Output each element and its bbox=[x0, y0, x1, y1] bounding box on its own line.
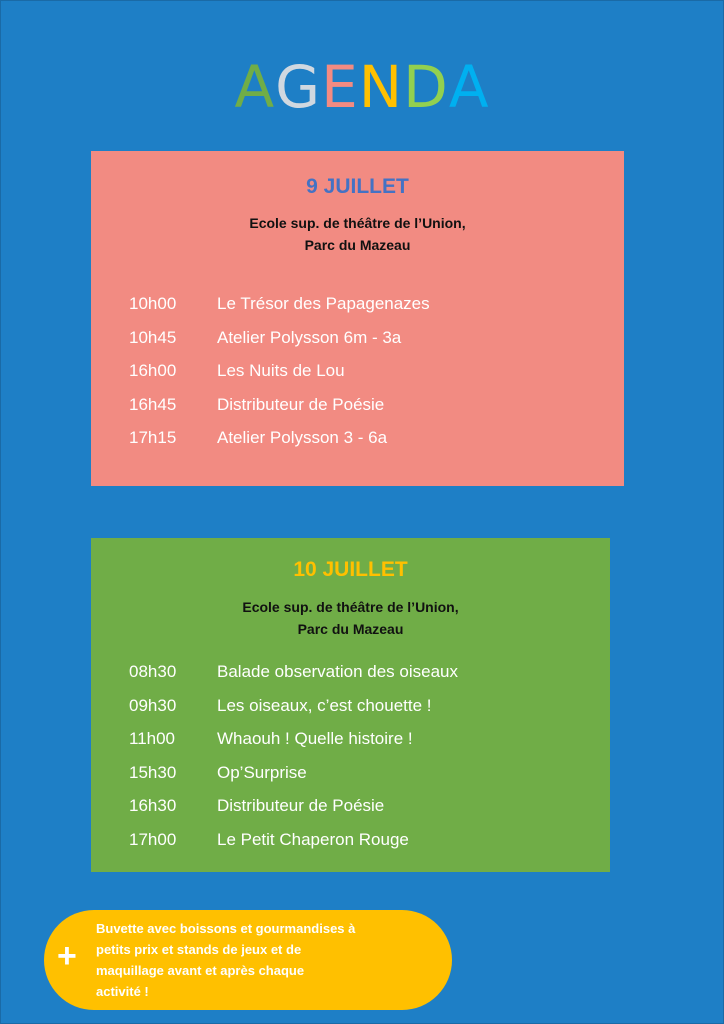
schedule-item bbox=[129, 426, 430, 460]
info-line: petits prix et stands de jeux et de bbox=[96, 942, 302, 957]
info-line: Buvette avec boissons et gourmandises à bbox=[96, 921, 356, 936]
schedule-item bbox=[129, 393, 430, 427]
event-name: Distributeur de Poésie bbox=[217, 796, 385, 816]
event-time: 16h00 bbox=[129, 361, 177, 381]
day-date: 10 JUILLET bbox=[293, 558, 408, 581]
day-date: 9 JUILLET bbox=[306, 175, 409, 198]
info-text bbox=[96, 918, 416, 1002]
title-letter: G bbox=[275, 53, 322, 121]
schedule-list bbox=[129, 660, 458, 862]
event-time: 17h15 bbox=[129, 428, 177, 448]
schedule-item bbox=[129, 326, 430, 360]
info-line: activité ! bbox=[96, 984, 149, 999]
day-card-10-juillet bbox=[91, 538, 610, 872]
event-name: Whaouh ! Quelle histoire ! bbox=[217, 729, 413, 749]
title-letter: N bbox=[358, 53, 404, 121]
schedule-item bbox=[129, 660, 458, 694]
schedule-item bbox=[129, 828, 458, 862]
info-line: maquillage avant et après chaque bbox=[96, 963, 305, 978]
event-time: 10h00 bbox=[129, 294, 177, 313]
title-letter: A bbox=[234, 53, 276, 121]
schedule-item bbox=[129, 359, 430, 393]
plus-icon: + bbox=[57, 937, 77, 975]
event-name: Les oiseaux, c’est chouette ! bbox=[217, 695, 432, 715]
title-letter: E bbox=[321, 53, 359, 121]
event-time: 17h00 bbox=[129, 829, 177, 849]
title-letter: A bbox=[448, 53, 490, 121]
day-venue bbox=[91, 212, 624, 256]
event-name: Balade observation des oiseaux bbox=[217, 662, 458, 681]
event-name: Le Trésor des Papagenazes bbox=[217, 294, 430, 313]
event-name: Atelier Polysson 6m - 3a bbox=[217, 327, 402, 347]
event-time: 16h30 bbox=[129, 796, 177, 816]
schedule-item bbox=[129, 694, 458, 728]
event-name: Op’Surprise bbox=[217, 762, 307, 782]
event-name: Atelier Polysson 3 - 6a bbox=[217, 428, 388, 448]
schedule-list bbox=[129, 292, 430, 460]
event-time: 10h45 bbox=[129, 327, 177, 347]
schedule-item bbox=[129, 761, 458, 795]
schedule-item bbox=[129, 727, 458, 761]
day-card-9-juillet bbox=[91, 151, 624, 486]
event-name: Les Nuits de Lou bbox=[217, 361, 345, 381]
event-time: 11h00 bbox=[129, 729, 176, 749]
venue-line: Parc du Mazeau bbox=[304, 237, 411, 253]
event-time: 15h30 bbox=[129, 762, 177, 782]
title-letter: D bbox=[403, 53, 449, 121]
venue-line: Parc du Mazeau bbox=[297, 621, 404, 637]
schedule-item bbox=[129, 292, 430, 326]
venue-line: Ecole sup. de théâtre de l’Union, bbox=[249, 215, 466, 231]
event-time: 08h30 bbox=[129, 662, 177, 681]
day-venue bbox=[91, 596, 610, 640]
venue-line: Ecole sup. de théâtre de l’Union, bbox=[242, 599, 459, 615]
event-name: Le Petit Chaperon Rouge bbox=[217, 829, 409, 849]
schedule-item bbox=[129, 794, 458, 828]
event-name: Distributeur de Poésie bbox=[217, 394, 385, 414]
event-time: 09h30 bbox=[129, 695, 177, 715]
event-time: 16h45 bbox=[129, 394, 177, 414]
info-bubble bbox=[44, 910, 452, 1010]
page-title bbox=[0, 52, 724, 122]
